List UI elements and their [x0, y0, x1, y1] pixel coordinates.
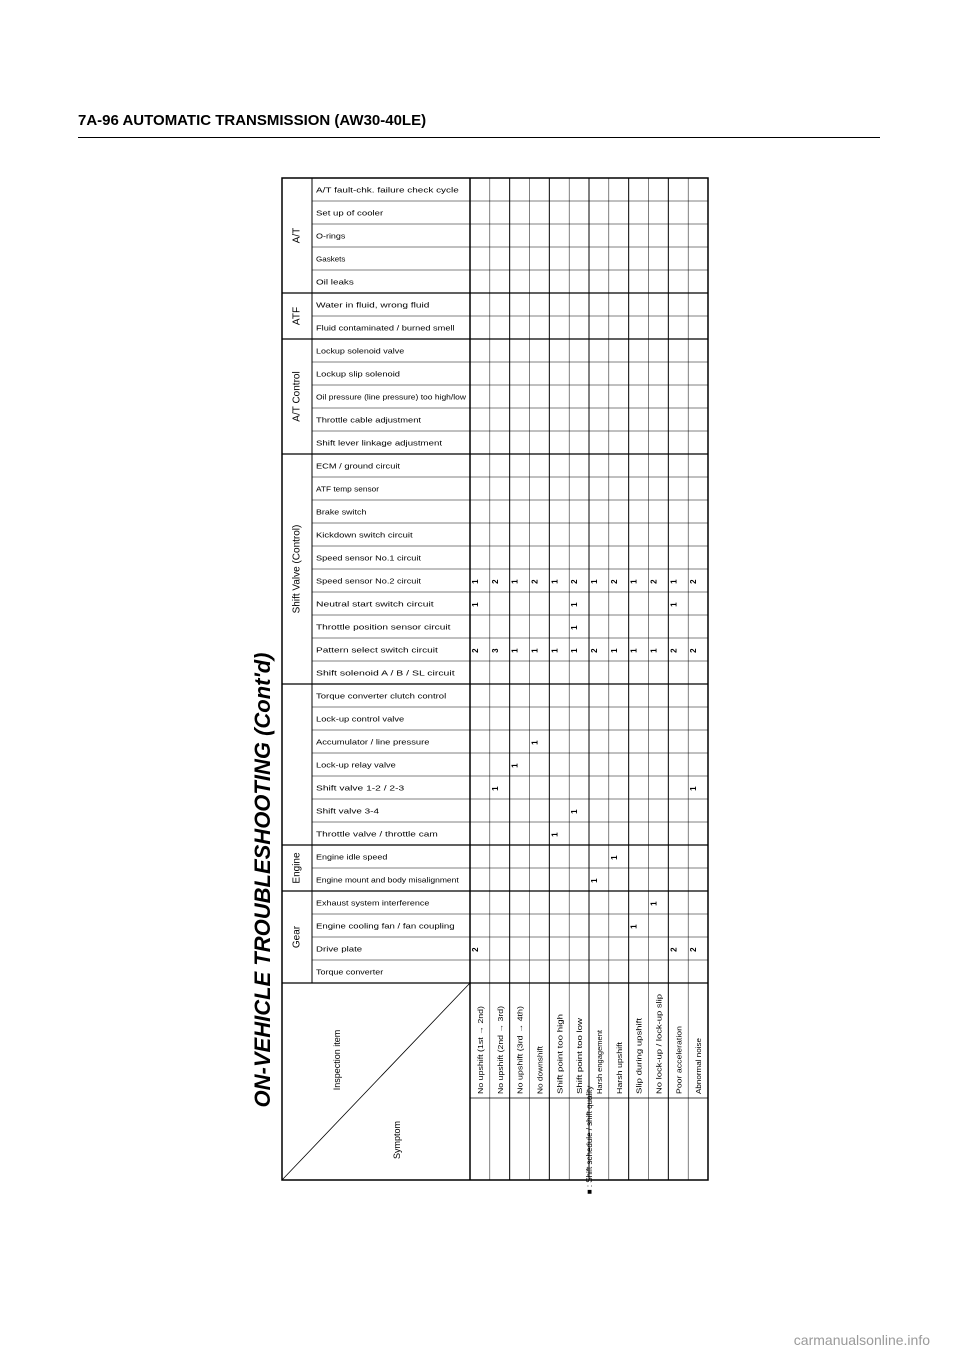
item-label: Oil leaks [316, 277, 355, 287]
mark-cell: 1 [590, 579, 600, 584]
mark-cell: 1 [490, 786, 500, 791]
mark-cell: 1 [629, 579, 639, 584]
item-label: Gaskets [316, 254, 346, 264]
mark-cell: 1 [570, 602, 580, 607]
item-label: Torque converter clutch control [316, 691, 447, 701]
symptom-label: Poor acceleration [676, 1039, 684, 1094]
group-label: Engine [291, 852, 303, 884]
item-label: Speed sensor No.2 circuit [316, 576, 423, 586]
mark-cell: 1 [510, 579, 520, 584]
mark-cell: 1 [570, 625, 580, 630]
item-label: Torque converter [316, 967, 384, 977]
page-footer: carmanualsonline.info [793, 1332, 930, 1348]
item-label: Accumulator / line pressure [316, 737, 430, 747]
mark-cell: 1 [669, 602, 679, 607]
table-title: ON-VEHICLE TROUBLESHOOTING (Cont'd) [250, 652, 275, 1108]
item-label: Shift lever linkage adjustment [316, 438, 444, 448]
diagonal-bottom-label: Symptom [392, 1120, 402, 1160]
item-label: Brake switch [316, 507, 367, 517]
item-label: Shift valve 3-4 [316, 806, 379, 816]
table-marks [471, 579, 698, 952]
mark-cell: 1 [550, 579, 560, 584]
mark-cell: 1 [530, 740, 540, 745]
item-label: Lockup slip solenoid [316, 369, 400, 379]
item-label: ECM / ground circuit [316, 461, 402, 471]
symptom-label: Harsh engagement [596, 1034, 604, 1094]
mark-cell: 1 [471, 602, 481, 607]
item-label: Oil pressure (line pressure) too high/low [316, 392, 467, 402]
item-label: Water in fluid, wrong fluid [316, 300, 430, 310]
symptom-label: No downshift [537, 1053, 545, 1094]
group-label: Gear [291, 925, 303, 949]
symptom-label: No upshift (2nd → 3rd) [497, 1023, 505, 1094]
mark-cell: 1 [510, 648, 520, 653]
symptom-label: Shift point too high [557, 1036, 565, 1094]
item-label: Neutral start switch circuit [316, 599, 435, 609]
mark-cell: 1 [629, 924, 639, 929]
group-label: Shift Valve (Control) [291, 524, 303, 614]
item-label: Throttle position sensor circuit [316, 622, 452, 632]
symptom-label: No upshift (1st → 2nd) [477, 1023, 485, 1094]
mark-cell: 2 [649, 579, 659, 584]
item-label: Engine mount and body misalignment [316, 875, 460, 885]
mark-cell: 1 [609, 855, 619, 860]
mark-cell: 1 [471, 579, 481, 584]
diagonal-top-label: Inspection item [332, 1029, 342, 1091]
group-label: A/T Control [291, 371, 303, 422]
mark-cell: 1 [570, 809, 580, 814]
mark-cell: 2 [471, 947, 481, 952]
item-label: Throttle cable adjustment [316, 415, 423, 425]
symptom-label: No upshift (3rd → 4th) [517, 1025, 525, 1094]
item-label: Lock-up relay valve [316, 760, 396, 770]
mark-cell: 1 [669, 579, 679, 584]
mark-cell: 1 [570, 648, 580, 653]
symptom-label: No lock-up / lock-up slip [656, 1019, 664, 1094]
mark-cell: 2 [590, 648, 600, 653]
mark-cell: 1 [530, 648, 540, 653]
item-label: Kickdown switch circuit [316, 530, 414, 540]
item-label: Lockup solenoid valve [316, 346, 405, 356]
mark-cell: 1 [629, 648, 639, 653]
symptom-label: Slip during upshift [636, 1038, 644, 1094]
mark-cell: 1 [689, 786, 699, 791]
item-label: Engine cooling fan / fan coupling [316, 921, 455, 931]
mark-cell: 1 [609, 648, 619, 653]
item-label: Shift valve 1-2 / 2-3 [316, 783, 405, 793]
item-label: Shift solenoid A / B / SL circuit [316, 668, 456, 678]
mark-cell: 1 [550, 832, 560, 837]
item-label: A/T fault-chk. failure check cycle [316, 185, 459, 195]
mark-cell: 3 [490, 648, 500, 653]
item-label: O-rings [316, 231, 346, 241]
group-label: ATF [291, 306, 303, 326]
item-label: Fluid contaminated / burned smell [316, 323, 456, 333]
mark-cell: 2 [471, 648, 481, 653]
page-header: 7A-96 AUTOMATIC TRANSMISSION (AW30-40LE) [78, 112, 427, 129]
mark-cell: 2 [570, 579, 580, 584]
mark-cell: 2 [689, 947, 699, 952]
symptom-label: Shift point too low [577, 1038, 585, 1094]
mark-cell: 1 [590, 878, 600, 883]
item-label: Throttle valve / throttle cam [316, 829, 438, 839]
diagonal-line [282, 983, 470, 1180]
mark-cell: 1 [649, 648, 659, 653]
table-labels [292, 185, 703, 1194]
item-label: ATF temp sensor [316, 484, 380, 494]
mark-cell: 2 [689, 648, 699, 653]
symptom-label: Harsh upshift [616, 1052, 624, 1094]
mark-cell: 1 [510, 763, 520, 768]
mark-cell: 2 [689, 579, 699, 584]
mark-cell: 2 [490, 579, 500, 584]
item-label: Speed sensor No.1 circuit [316, 553, 423, 563]
mark-cell: 1 [649, 901, 659, 906]
symptom-label: Abnormal noise [696, 1045, 704, 1094]
mark-cell: 2 [669, 648, 679, 653]
item-label: Drive plate [316, 944, 363, 954]
item-label: Set up of cooler [316, 208, 384, 218]
mark-cell: 2 [609, 579, 619, 584]
group-label: A/T [291, 227, 303, 244]
item-label: Engine idle speed [316, 852, 388, 862]
item-label: Pattern select switch circuit [316, 645, 440, 655]
legend-text: ■ : Shift schedule / shift quality [585, 1085, 594, 1195]
mark-cell: 2 [530, 579, 540, 584]
item-label: Exhaust system interference [316, 898, 430, 908]
mark-cell: 1 [550, 648, 560, 653]
item-label: Lock-up control valve [316, 714, 405, 724]
mark-cell: 2 [669, 947, 679, 952]
